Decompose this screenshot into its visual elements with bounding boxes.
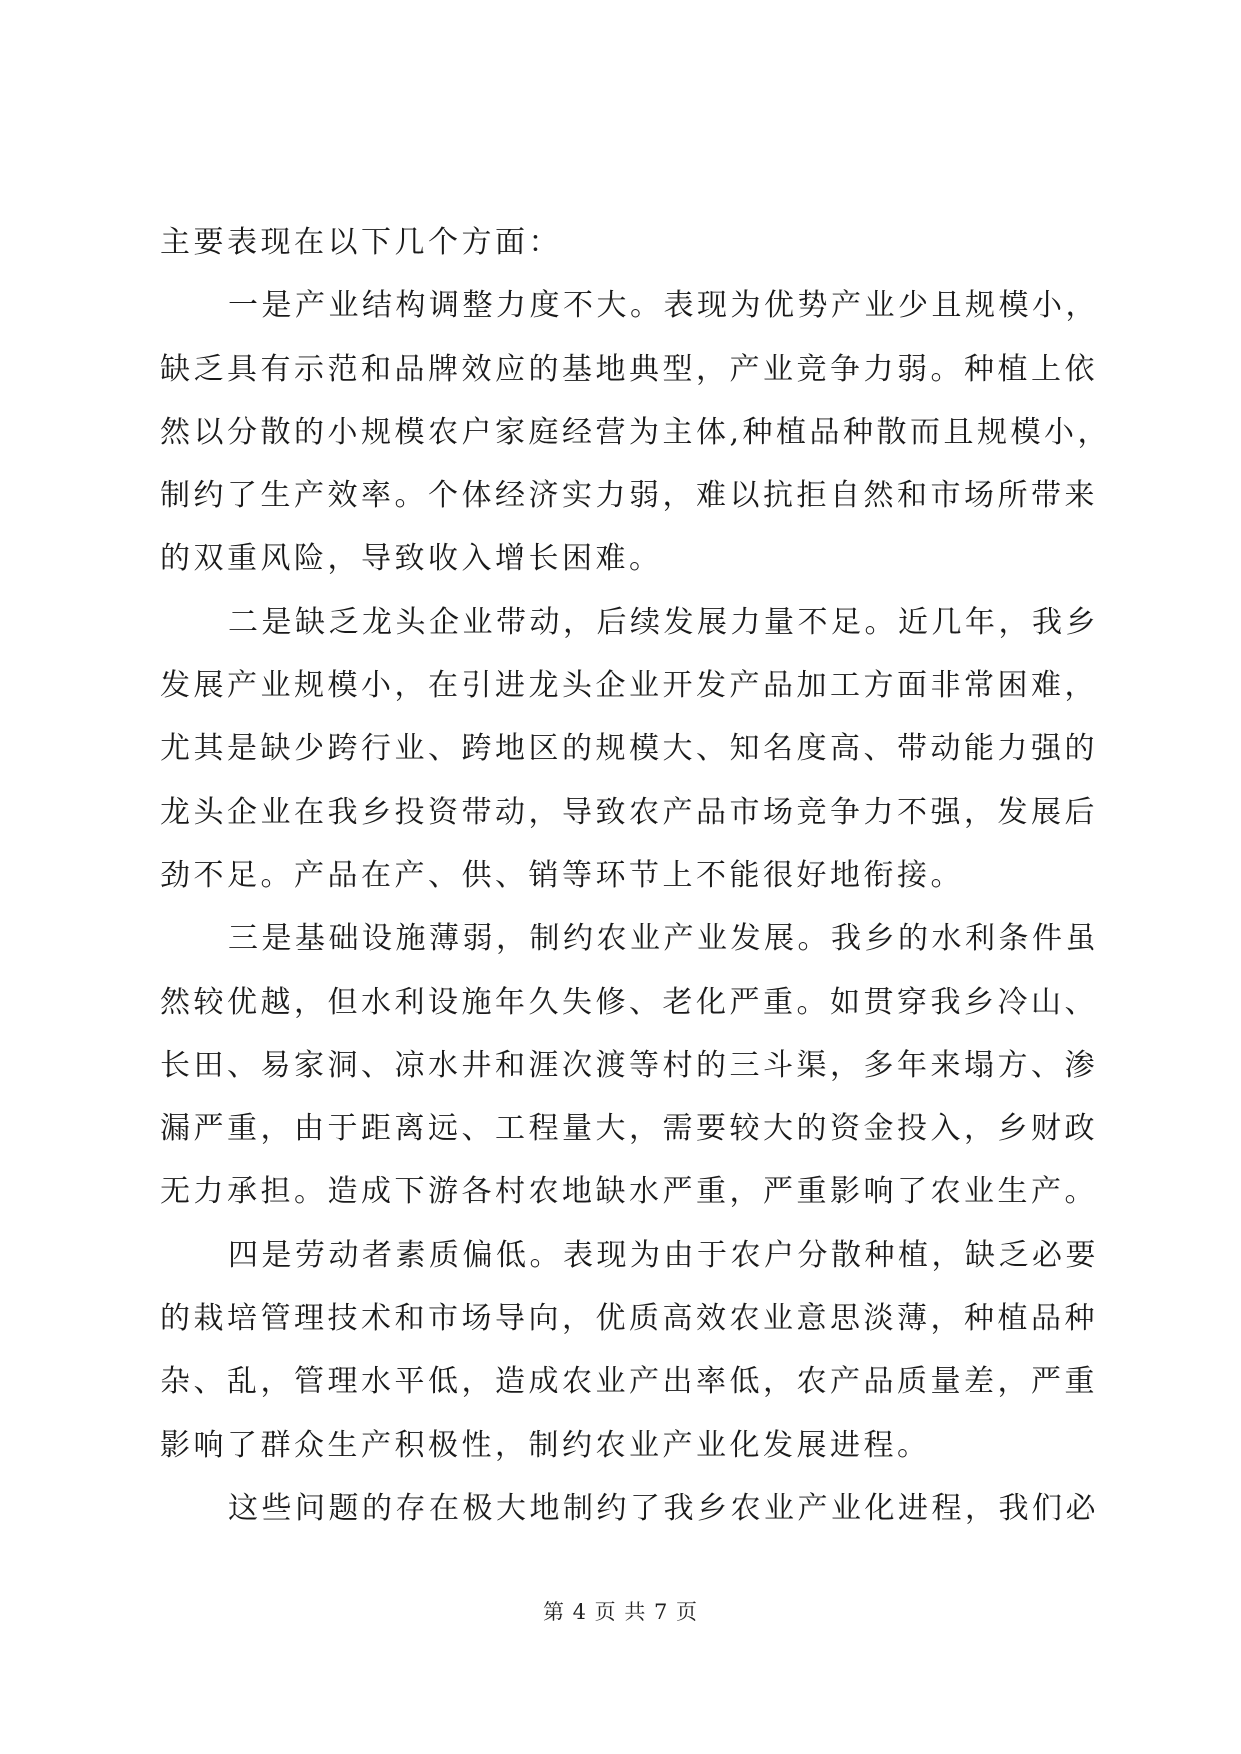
text-line: 的栽培管理技术和市场导向，优质高效农业意思淡薄，种植品种: [160, 1301, 1098, 1337]
text-line: 然较优越，但水利设施年久失修、老化严重。如贯穿我乡冷山、: [160, 984, 1098, 1020]
text-line: 三是基础设施薄弱，制约农业产业发展。我乡的水利条件虽: [228, 921, 1099, 957]
text-line: 漏严重，由于距离远、工程量大，需要较大的资金投入，乡财政: [160, 1111, 1098, 1147]
text-line: 长田、易家洞、凉水井和涯次渡等村的三斗渠，多年来塌方、渗: [160, 1047, 1098, 1083]
text-line: 主要表现在以下几个方面：: [160, 225, 562, 260]
text-line: 四是劳动者素质偏低。表现为由于农户分散种植，缺乏必要: [228, 1237, 1099, 1273]
text-line: 杂、乱，管理水平低，造成农业产出率低，农产品质量差，严重: [160, 1364, 1098, 1400]
text-line: 劲不足。产品在产、供、销等环节上不能很好地衔接。: [160, 857, 964, 893]
text-line: 二是缺乏龙头企业带动，后续发展力量不足。近几年，我乡: [228, 604, 1099, 640]
text-line: 发展产业规模小，在引进龙头企业开发产品加工方面非常困难，: [160, 668, 1098, 704]
text-line: 缺乏具有示范和品牌效应的基地典型，产业竞争力弱。种植上依: [160, 351, 1098, 387]
text-line: 影响了群众生产积极性，制约农业产业化发展进程。: [160, 1427, 931, 1463]
text-line: 制约了生产效率。个体经济实力弱，难以抗拒自然和市场所带来: [160, 478, 1098, 514]
text-line: 然以分散的小规模农户家庭经营为主体,种植品种散而且规模小，: [160, 414, 1112, 450]
text-line: 这些问题的存在极大地制约了我乡农业产业化进程，我们必: [228, 1490, 1099, 1526]
body-text: [160, 211, 1112, 1540]
text-line: 一是产业结构调整力度不大。表现为优势产业少且规模小，: [228, 288, 1099, 324]
text-line: 龙头企业在我乡投资带动，导致农产品市场竞争力不强，发展后: [160, 794, 1098, 830]
text-line: 尤其是缺少跨行业、跨地区的规模大、知名度高、带动能力强的: [160, 731, 1098, 767]
page-footer: 第 4 页 共 7 页: [542, 1600, 699, 1624]
text-line: 的双重风险，导致收入增长困难。: [160, 541, 663, 577]
text-line: 无力承担。造成下游各村农地缺水严重，严重影响了农业生产。: [160, 1174, 1098, 1210]
